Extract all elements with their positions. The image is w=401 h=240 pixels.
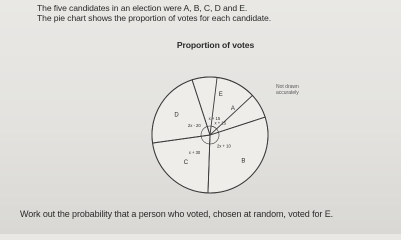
slice-label-c: C bbox=[183, 160, 189, 167]
question-intro-line-2: The pie chart shows the proportion of votes for each candidate. bbox=[37, 13, 271, 23]
note-line-1: Not drawn bbox=[276, 84, 299, 90]
slice-label-b: B bbox=[241, 158, 246, 165]
slice-label-d: D bbox=[174, 112, 179, 119]
angle-expression-d: 2x - 20 bbox=[187, 123, 201, 128]
question-intro-line-1: The five candidates in an election were A, B, C, D and E. bbox=[37, 3, 248, 13]
slice-label-a: A bbox=[230, 105, 235, 112]
angle-expression-a: x + 15 bbox=[214, 120, 227, 126]
question-prompt: Work out the probability that a person who voted, chosen at random, voted for E. bbox=[20, 209, 334, 219]
angle-expression-b: 2x + 10 bbox=[216, 143, 231, 149]
note-line-2: accurately bbox=[276, 90, 299, 96]
angle-expression-e: x + 15 bbox=[208, 116, 221, 121]
angle-expression-c: x + 30 bbox=[188, 150, 201, 155]
slice-label-e: E bbox=[218, 91, 223, 98]
chart-title: Proportion of votes bbox=[176, 40, 255, 50]
